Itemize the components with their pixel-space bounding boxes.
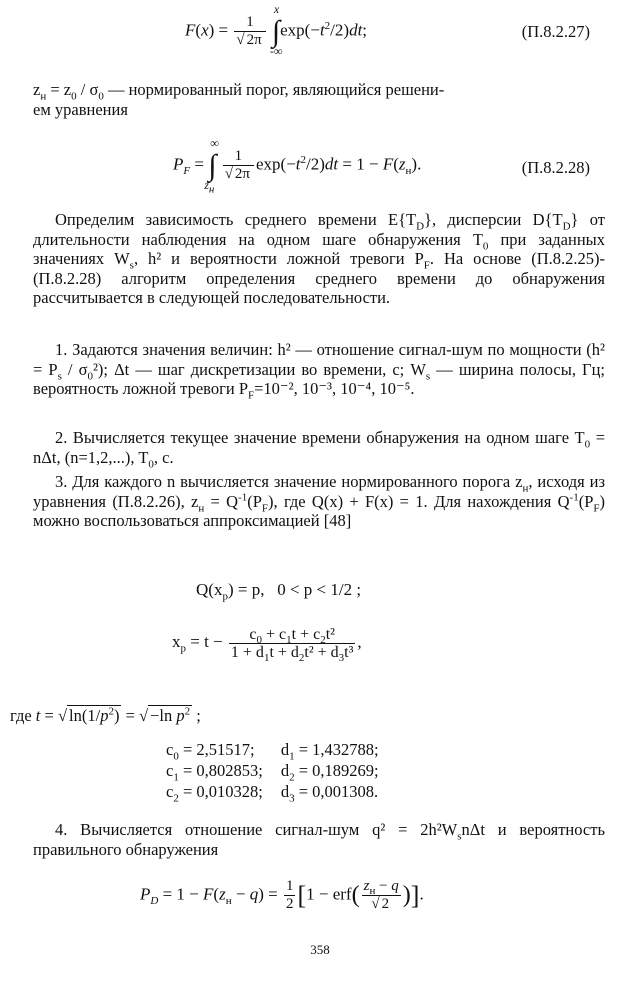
equation-number-28: (П.8.2.28): [521, 158, 590, 177]
equation-number-27: (П.8.2.27): [521, 22, 590, 41]
step-3: 3. Для каждого n вычисляется значение нормированного порога $z_н$, исходя из уравнения (П.8.2.26), $z_н = Q^{-1}(P_F)$, где Q(x) + F(x) = 1. Для нахождения $Q^{-1}(P_F)$ можно воспользоваться аппроксимацией [48]: [33, 472, 606, 530]
fraction-xp: $\frac{c_0 + c_1t + c_2t^2}{1 + d_1t + d_2t^2 + d_3t^3}$: [230, 626, 354, 665]
paragraph-threshold: [33, 80, 605, 119]
coefficient-row: [166, 761, 395, 780]
fraction-one-over-sqrt2pi-28: $\frac{1}{√ 2\pi}$: [223, 148, 254, 183]
coefficient-cell: $d_2 = 0,189269$;: [280, 761, 379, 784]
equation-pd: $P_D = 1 - F(z_н - q)$ = $\frac{1}{2}$ [1 − erf( $\frac{z_н - q}{√ 2}$ )].: [140, 878, 424, 912]
threshold-line-2: ем уравнения: [33, 99, 128, 119]
paragraph-definition: Определим зависимость среднего времени $E\{T_D\}$, дисперсии $D\{T_D\}$ от длительности наблюдения на одном шаге обнаружения $T_0$ при заданных значениях $W_s$, h² и вероятности ложной тревоги $P_F$. На основе (П.8.2.25)-(П.8.2.28) алгоритм определения среднего времени до обнаружения рассчитывается в следующей последовательности.: [33, 210, 605, 307]
equation-q: $Q(x_p) = p$, 0 < p < 1/2 ;: [196, 580, 362, 603]
integral-sign: ∫ x -∞: [269, 1, 283, 58]
step-1: 1. Задаются значения величин: h² — отношение сигнал-шум по мощности $(h^2 = P_s / \sigma_0^2)$; Δt — шаг дискретизации во времени, с; $W_s$ — ширина полосы, Гц; вероятность ложной тревоги $P_F=10^{-2}$, 10⁻³, 10⁻⁴, 10⁻⁵.: [33, 340, 605, 402]
coefficient-cell: $c_2 = 0,010328$;: [166, 782, 263, 805]
equation-p8228: $P_F$ = ∫ ∞ $z_н$ $\frac{1}{√ 2\pi}$ $\exp(-t^2/2)dt = 1 - F(z_н)$.: [173, 135, 422, 195]
page-number: 358: [310, 942, 330, 957]
fraction-one-over-sqrt2pi: $\frac{1}{√ 2\pi}$: [234, 14, 265, 49]
coefficient-row: [166, 740, 395, 759]
step-4: 4. Вычисляется отношение сигнал-шум $q^2 = 2h^2W_sn\Delta t$ и вероятность правильного обнаружения: [33, 820, 605, 859]
equation-xp: $x_p = t$ − $\frac{c_0 + c_1t + c_2t^2}{1 + d_1t + d_2t^2 + d_3t^3}$ ,: [172, 626, 362, 665]
definition-t: где t = √ $\ln(1/p^2)$ = √ −ln $p^2$ ;: [10, 705, 201, 725]
equation-p8227: F(x) = $\frac{1}{√ 2\pi}$ ∫ x -∞ $\exp(-t^2/2)dt$;: [185, 1, 368, 58]
step-2: 2. Вычисляется текущее значение времени обнаружения на одном шаге $T_0 = n\Delta t$, (n=1,2,...), $T_0$, с.: [33, 428, 605, 470]
coefficient-cell: $c_1 = 0,802853$;: [166, 761, 263, 784]
coefficient-row: [166, 782, 395, 801]
threshold-line-1: $z_н = z_0 / \sigma_0$ — нормированный порог, являющийся решени-: [33, 80, 445, 103]
coefficient-cell: $d_3 = 0,001308$.: [280, 782, 379, 805]
coefficient-cell: $c_0 = 2,51517$;: [166, 740, 255, 763]
integral-sign-28: ∫ ∞ $z_н$: [204, 135, 219, 195]
fraction-half: $\frac{1}{2}$: [285, 878, 294, 912]
coefficient-table: [164, 738, 397, 803]
fraction-erf-arg: $\frac{z_н - q}{√ 2}$: [363, 878, 399, 912]
coefficient-cell: $d_1 = 1,432788$;: [280, 740, 379, 763]
